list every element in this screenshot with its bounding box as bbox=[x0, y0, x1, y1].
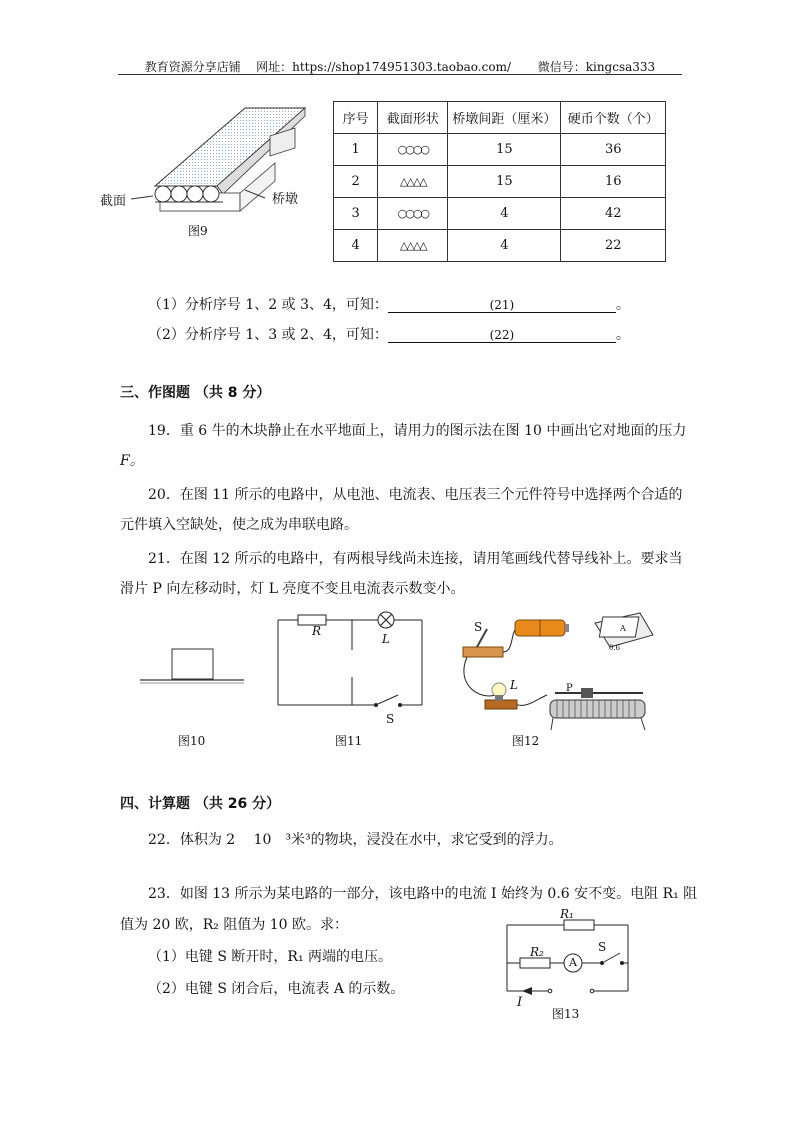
th-shape: 截面形状 bbox=[378, 102, 448, 134]
fig11-caption: 图11 bbox=[335, 734, 363, 748]
experiment-table bbox=[333, 101, 666, 262]
answer-blank-21[interactable]: (21) bbox=[388, 298, 616, 313]
fig10-block-on-ground bbox=[138, 640, 248, 690]
fig11-label-l: L bbox=[382, 632, 390, 646]
q18-part1-end: 。 bbox=[615, 297, 630, 313]
cell-distance: 4 bbox=[448, 198, 561, 230]
cell-shape: △△△△ bbox=[378, 166, 448, 198]
cell-distance: 4 bbox=[448, 230, 561, 262]
th-distance: 桥墩间距（厘米） bbox=[448, 102, 561, 134]
shop-name: 教育资源分享店铺 bbox=[144, 60, 241, 74]
table-header-row bbox=[334, 102, 666, 134]
cell-distance: 15 bbox=[448, 166, 561, 198]
fig11-label-r: R bbox=[312, 624, 322, 638]
cell-no: 2 bbox=[334, 166, 378, 198]
fig12-label-s: S bbox=[474, 620, 483, 634]
q23-line1: 23．如图 13 所示为某电路的一部分，该电路中的电流 I 始终为 0.6 安不变。电阻 R₁ 阻 bbox=[148, 886, 698, 902]
q19-line2: F。 bbox=[120, 453, 144, 469]
fig13-ammeter-label: A bbox=[569, 956, 577, 969]
cell-coins: 36 bbox=[561, 134, 666, 166]
fig13-label-r2: R₂ bbox=[530, 945, 544, 959]
page-header bbox=[120, 58, 680, 75]
fig13-label-i: I bbox=[517, 995, 523, 1010]
fig13-label-s: S bbox=[598, 940, 607, 954]
cell-shape: △△△△ bbox=[378, 230, 448, 262]
fig13-caption: 图13 bbox=[552, 1007, 580, 1021]
cell-coins: 16 bbox=[561, 166, 666, 198]
fig12-apparatus bbox=[455, 605, 660, 735]
fig9-label-pier: 桥墩 bbox=[272, 192, 299, 207]
fig10-caption: 图10 bbox=[178, 734, 206, 748]
q22-text: 22．体积为 2 10 ³米³的物块，浸没在水中，求它受到的浮力。 bbox=[148, 832, 563, 848]
wechat-id: kingcsa333 bbox=[585, 60, 656, 74]
fig12-caption: 图12 bbox=[512, 734, 540, 748]
q18-part2-end: 。 bbox=[615, 327, 630, 343]
q19-line1: 19．重 6 牛的木块静止在水平地面上，请用力的图示法在图 10 中画出它对地面的压力 bbox=[148, 423, 687, 439]
cell-coins: 22 bbox=[561, 230, 666, 262]
cell-no: 3 bbox=[334, 198, 378, 230]
fig12-label-scale: 0.6 bbox=[609, 644, 621, 652]
th-no: 序号 bbox=[334, 102, 378, 134]
section-3-title: 三、作图题 （共 8 分） bbox=[120, 385, 271, 401]
cell-shape: ○○○○ bbox=[378, 134, 448, 166]
url-label: 网址： bbox=[256, 60, 293, 74]
fig11-circuit bbox=[270, 605, 430, 720]
q18-part2-text: （2）分析序号 1、3 或 2、4，可知： bbox=[148, 327, 388, 343]
fig9-caption: 图9 bbox=[188, 224, 208, 238]
th-coins: 硬币个数（个） bbox=[561, 102, 666, 134]
fig12-label-l: L bbox=[510, 678, 518, 692]
fig11-label-s: S bbox=[386, 712, 395, 726]
cell-no: 4 bbox=[334, 230, 378, 262]
header-rule bbox=[118, 74, 682, 75]
q23-line2: 值为 20 欧，R₂ 阻值为 10 欧。求： bbox=[120, 917, 349, 933]
q21-line1: 21．在图 12 所示的电路中，有两根导线尚未连接，请用笔画线代替导线补上。要求当 bbox=[148, 551, 683, 567]
answer-blank-22[interactable]: (22) bbox=[388, 328, 616, 343]
fig9-label-section: 截面 bbox=[100, 194, 127, 209]
q18-part2 bbox=[148, 324, 630, 344]
cell-coins: 42 bbox=[561, 198, 666, 230]
q20-line1: 20．在图 11 所示的电路中，从电池、电流表、电压表三个元件符号中选择两个合适的 bbox=[148, 487, 683, 503]
q23-sub2: （2）电键 S 闭合后，电流表 A 的示数。 bbox=[148, 981, 405, 997]
table-row bbox=[334, 198, 666, 230]
fig12-label-p: P bbox=[566, 683, 573, 694]
fig13-label-r1: R₁ bbox=[560, 907, 574, 921]
q18-part1 bbox=[148, 294, 630, 314]
cell-shape: ○○○○ bbox=[378, 198, 448, 230]
fig12-label-a: A bbox=[620, 624, 626, 633]
fig9-bridge bbox=[95, 98, 315, 238]
q21-line2: 滑片 P 向左移动时，灯 L 亮度不变且电流表示数变小。 bbox=[120, 581, 465, 597]
q20-line2: 元件填入空缺处，使之成为串联电路。 bbox=[120, 517, 358, 533]
table-row bbox=[334, 166, 666, 198]
table-row bbox=[334, 134, 666, 166]
q18-part1-text: （1）分析序号 1、2 或 3、4，可知： bbox=[148, 297, 388, 313]
wechat-label: 微信号： bbox=[537, 60, 586, 74]
table-row bbox=[334, 230, 666, 262]
cell-distance: 15 bbox=[448, 134, 561, 166]
q23-sub1: （1）电键 S 断开时，R₁ 两端的电压。 bbox=[148, 949, 393, 965]
section-4-title: 四、计算题 （共 26 分） bbox=[120, 796, 281, 812]
cell-no: 1 bbox=[334, 134, 378, 166]
shop-url[interactable]: https://shop174951303.taobao.com/ bbox=[292, 60, 511, 74]
